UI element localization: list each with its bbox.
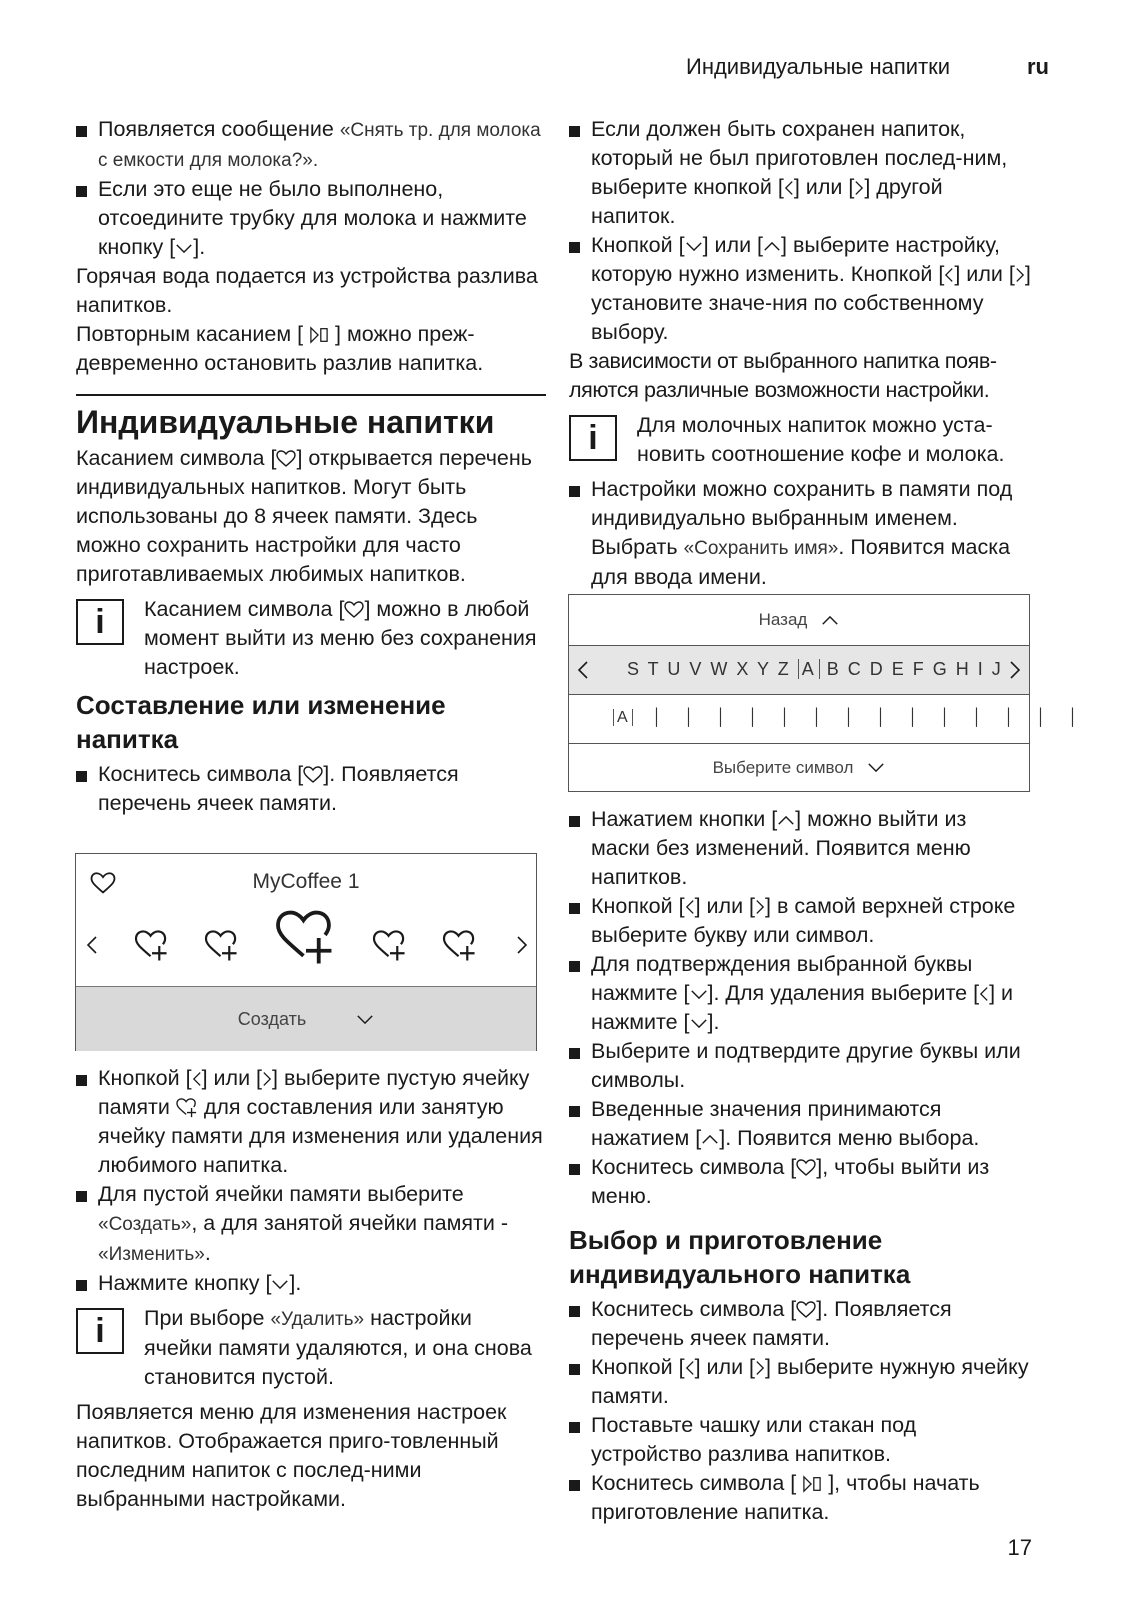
heart-icon: [796, 1301, 816, 1319]
chevron-down-icon: [175, 243, 193, 254]
paragraph: Повторным касанием [ ] можно преж-девременно остановить разлив напитка.: [76, 322, 484, 375]
heart-icon: [796, 1159, 816, 1177]
list-item: Кнопкой [ ] или [ ] в самой верхней строке выберите букву или символ.: [569, 892, 1031, 950]
choose-character-button[interactable]: Выберите символ: [569, 744, 1029, 791]
chevron-left-icon: [784, 180, 794, 196]
list-item: Коснитесь символа [ ], чтобы начать приготовление напитка.: [569, 1469, 1031, 1527]
paragraph: В зависимости от выбранного напитка появ-ляются различные возможности настройки.: [569, 349, 997, 402]
info-icon: i: [569, 415, 617, 461]
character-row: B C D E F G H I J: [826, 659, 1003, 679]
list-item: Для подтверждения выбранной буквы нажмите [ ]. Для удаления выберите [ ] и нажмите [ ].: [569, 950, 1031, 1037]
info-icon: i: [76, 599, 124, 645]
chevron-right-icon: [262, 1071, 272, 1087]
paragraph: Появляется меню для изменения настроек напитков. Отображается приго-товленный последним напиток с послед-ними выбранными настройками.: [76, 1400, 507, 1511]
empty-slots: ││││││││││││││: [652, 709, 1101, 726]
chevron-left-icon: [192, 1071, 202, 1087]
chevron-down-icon: [690, 989, 708, 1000]
heart-plus-icon[interactable]: [134, 930, 170, 962]
heart-icon: [276, 450, 296, 468]
list-item: Кнопкой [ ] или [ ] выберите нужную ячейку памяти.: [569, 1353, 1031, 1411]
entered-character: A: [613, 709, 633, 726]
start-stop-icon: [802, 1475, 822, 1493]
subsection-heading: Выбор и приготовление индивидуального напитка: [569, 1225, 911, 1289]
slot-title: MyCoffee 1: [252, 870, 360, 893]
heart-plus-icon: [176, 1098, 198, 1118]
memory-slots-screen: [75, 853, 537, 1051]
list-item: Нажатием кнопки [ ] можно выйти из маски без изменений. Появится меню напитков.: [569, 805, 1031, 892]
info-note: i При выборе «Удалить» настройки ячейки памяти удаляются, и она снова становится пустой.: [76, 1304, 546, 1392]
section-rule: [76, 394, 546, 396]
list-item: Появляется сообщение «Снять тр. для молока с емкости для молока?».: [76, 115, 546, 175]
subsection-heading: Составление или изменение напитка: [76, 690, 446, 754]
chevron-right-icon[interactable]: [1009, 660, 1021, 680]
chevron-up-icon: [701, 1134, 719, 1145]
list-item: Если это еще не было выполнено, отсоедините трубку для молока и нажмите кнопку [ ].: [76, 175, 546, 262]
paragraph: Касанием символа [ ] открывается перечень индивидуальных напитков. Могут быть использованы до 8 ячеек памяти. Здесь можно сохранить настройки для часто приготавливаемых любимых напитков.: [76, 446, 532, 586]
heart-plus-icon[interactable]: [372, 930, 408, 962]
heart-plus-icon[interactable]: [274, 910, 338, 966]
chevron-right-icon: [854, 180, 864, 196]
running-header-title: Индивидуальные напитки: [686, 54, 951, 79]
create-button[interactable]: Создать: [76, 986, 536, 1051]
character-selector[interactable]: [569, 646, 1029, 695]
chevron-right-icon: [755, 1360, 765, 1376]
name-entry-field[interactable]: [569, 695, 1101, 744]
chevron-left-icon: [944, 267, 954, 283]
list-item: Кнопкой [ ] или [ ] выберите пустую ячейку памяти для составления или занятую ячейку памяти для изменения или удаления любимого напитка.: [76, 1064, 546, 1180]
heart-icon: [303, 766, 323, 784]
chevron-right-icon: [1015, 267, 1025, 283]
chevron-up-icon: [777, 815, 795, 826]
chevron-left-icon: [685, 899, 695, 915]
list-item: Коснитесь символа [ ]. Появляется перечень ячеек памяти.: [76, 760, 546, 818]
start-stop-icon: [309, 326, 329, 344]
chevron-left-icon: [685, 1360, 695, 1376]
heart-plus-icon[interactable]: [204, 930, 240, 962]
list-item: Настройки можно сохранить в памяти под индивидуально выбранным именем. Выбрать «Сохранить имя». Появится маска для ввода имени.: [569, 475, 1031, 592]
name-entry-screen: [568, 594, 1101, 792]
list-item: Для пустой ячейки памяти выберите «Создать», а для занятой ячейки памяти - «Изменить».: [76, 1180, 546, 1269]
chevron-down-icon: [690, 1018, 708, 1029]
info-icon: i: [76, 1308, 124, 1354]
list-item: Кнопкой [ ] или [ ] выберите настройку, которую нужно изменить. Кнопкой [ ] или [ ] установите значе-ния по собственному выбору.: [569, 231, 1031, 347]
list-item: Выберите и подтвердите другие буквы или символы.: [569, 1037, 1031, 1095]
chevron-up-icon: [763, 241, 781, 252]
heart-icon: [344, 601, 364, 619]
list-item: Введенные значения принимаются нажатием [ ]. Появится меню выбора.: [569, 1095, 1031, 1153]
chevron-down-icon: [356, 1014, 374, 1025]
right-column: [569, 115, 1031, 592]
chevron-left-icon[interactable]: [86, 934, 98, 956]
info-note: i Для молочных напиток можно уста-новить соотношение кофе и молока.: [569, 411, 1031, 469]
list-item: Коснитесь символа [ ], чтобы выйти из меню.: [569, 1153, 1031, 1211]
chevron-down-icon: [685, 241, 703, 252]
chevron-up-icon: [821, 615, 839, 626]
selected-character: A: [798, 659, 820, 679]
page-number: 17: [1007, 1535, 1032, 1560]
character-row: S T U V W X Y Z: [627, 659, 791, 679]
list-item: Коснитесь символа [ ]. Появляется перечень ячеек памяти.: [569, 1295, 1031, 1353]
chevron-left-icon[interactable]: [577, 660, 589, 680]
left-column-lower: [76, 1064, 546, 1514]
right-column-lower: [569, 805, 1031, 1527]
chevron-down-icon: [867, 762, 885, 773]
info-note: i Касанием символа [ ] можно в любой момент выйти из меню без сохранения настроек.: [76, 595, 546, 682]
chevron-right-icon: [755, 899, 765, 915]
heart-plus-icon[interactable]: [442, 930, 478, 962]
section-heading: Индивидуальные напитки: [76, 404, 495, 440]
chevron-down-icon: [271, 1279, 289, 1290]
list-item: Нажмите кнопку [ ].: [76, 1269, 546, 1298]
chevron-right-icon[interactable]: [516, 934, 528, 956]
left-column: [76, 115, 546, 818]
list-item: Если должен быть сохранен напиток, который не был приготовлен послед-ним, выберите кнопкой [ ] или [ ] другой напиток.: [569, 115, 1031, 231]
chevron-left-icon: [979, 986, 989, 1002]
back-button[interactable]: Назад: [569, 595, 1029, 646]
language-code: ru: [1027, 54, 1049, 79]
paragraph: Горячая вода подается из устройства разлива напитков.: [76, 264, 538, 317]
list-item: Поставьте чашку или стакан под устройство разлива напитков.: [569, 1411, 1031, 1469]
